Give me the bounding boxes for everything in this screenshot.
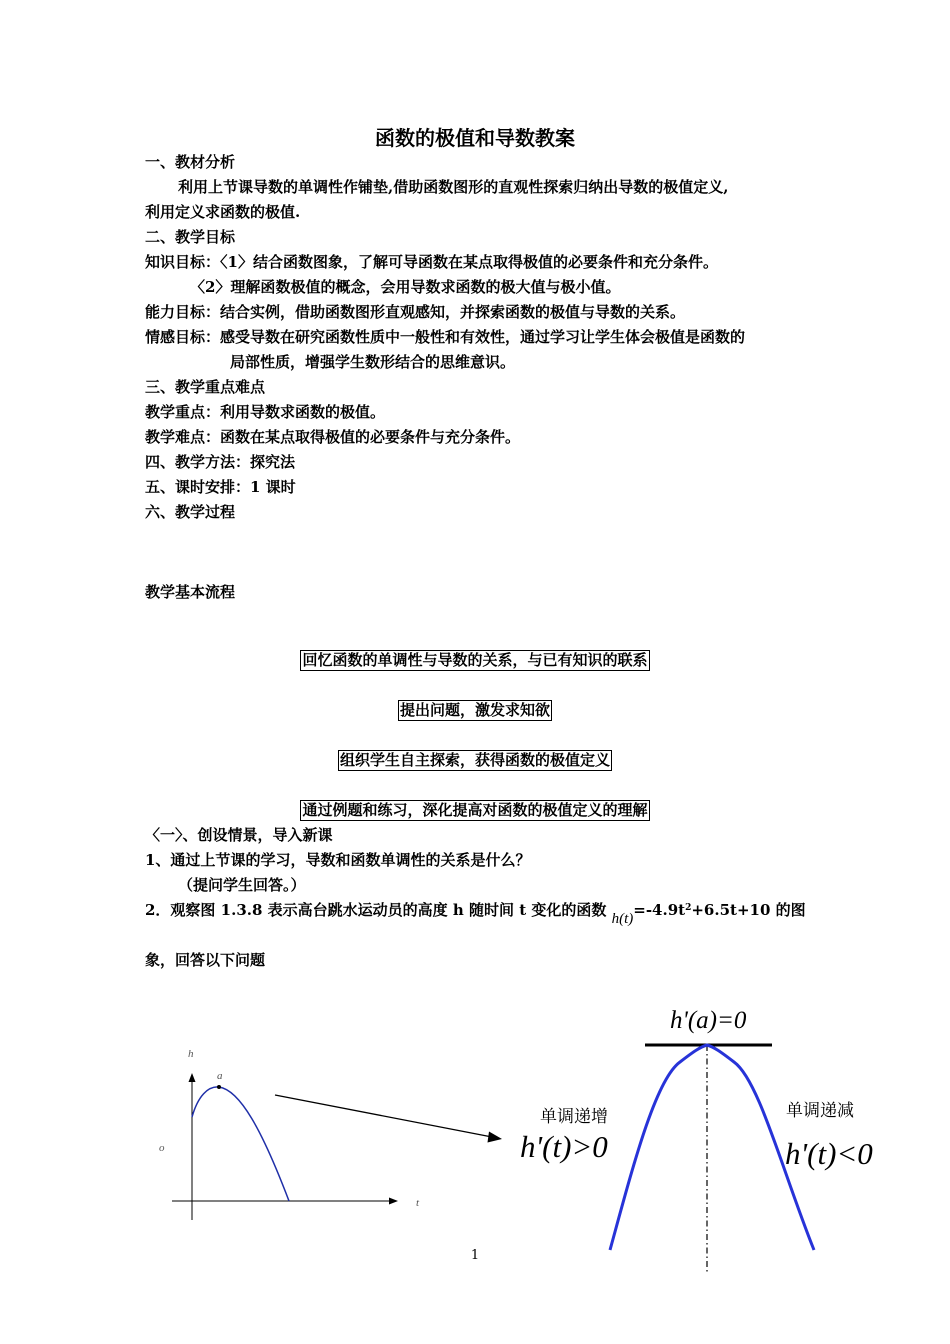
question-1: 1、通过上节课的学习，导数和函数单调性的关系是什么？ [145,851,531,869]
height-curve [192,1087,289,1201]
page-number: 1 [470,1248,480,1263]
difficult-point: 教学难点：函数在某点取得极值的必要条件与充分条件。 [145,428,521,446]
point-a-label: a [217,1070,223,1082]
arrow-head [488,1132,503,1143]
parabola-curve [610,1045,814,1250]
y-axis-arrow [189,1073,196,1082]
part1-heading: 〈一〉、创设情景，导入新课 [145,826,333,844]
decrease-label: 单调递减 [786,1101,854,1121]
key-point: 教学重点：利用导数求函数的极值。 [145,403,386,421]
x-axis-arrow [389,1198,398,1205]
question-2-continued: 象，回答以下问题 [145,951,266,969]
flow-label: 教学基本流程 [145,583,236,601]
flow-step-box: 组织学生自主探索，获得函数的极值定义 [339,751,610,769]
emotion-goal-2: 局部性质，增强学生数形结合的思维意识。 [230,353,516,371]
section-heading-6: 六、教学过程 [145,503,236,521]
knowledge-goal-1: 知识目标：〈1〉结合函数图象，了解可导函数在某点取得极值的必要条件和充分条件。 [145,253,718,271]
ability-goal: 能力目标：结合实例，借助函数图形直观感知，并探索函数的极值与导数的关系。 [145,303,686,321]
origin-label: o [159,1142,165,1154]
section-heading-2: 二、教学目标 [145,228,236,246]
knowledge-goal-2: 〈2〉理解函数极值的概念，会用导数求函数的极大值与极小值。 [190,278,621,296]
question-2-text: 2．观察图 1.3.8 表示高台跳水运动员的高度 h 随时间 t 变化的函数 [145,901,612,919]
flow-step-box: 回忆函数的单调性与导数的关系，与已有知识的联系 [302,651,648,669]
function-symbol: h(t) [611,911,634,927]
increase-label: 单调递增 [540,1107,608,1127]
section-heading-4: 四、教学方法：探究法 [145,453,296,471]
figure-left [159,1048,420,1220]
x-axis-label: t [416,1197,420,1209]
figure-right [520,1007,873,1272]
y-axis-label: h [188,1048,194,1060]
flow-step-box: 提出问题，激发求知欲 [399,701,550,719]
page-title: 函数的极值和导数教案 [375,126,575,150]
decrease-condition: h'(t)<0 [785,1136,873,1171]
equation-part: +6.5t+10 的图 [691,901,806,919]
question-1-note: （提问学生回答。） [178,876,306,894]
increase-condition: h'(t)>0 [520,1129,608,1164]
exponent: 2 [685,903,692,913]
equation-part: =-4.9t [633,901,686,919]
paragraph-line: 利用定义求函数的极值. [145,203,301,221]
flow-step-box: 通过例题和练习，深化提高对函数的极值定义的理解 [302,801,648,819]
section-heading-1: 一、教材分析 [145,153,236,171]
connector-arrow [275,1095,502,1143]
tangent-label: h'(a)=0 [670,1007,747,1034]
emotion-goal-1: 情感目标：感受导数在研究函数性质中一般性和有效性，通过学习让学生体会极值是函数的 [145,328,746,346]
section-heading-3: 三、教学重点难点 [145,378,266,396]
paragraph-line: 利用上节课导数的单调性作铺垫,借助函数图形的直观性探索归纳出导数的极值定义, [178,178,729,196]
section-heading-5: 五、课时安排：1 课时 [145,478,296,496]
max-point [217,1085,221,1089]
arrow-line [275,1095,492,1137]
